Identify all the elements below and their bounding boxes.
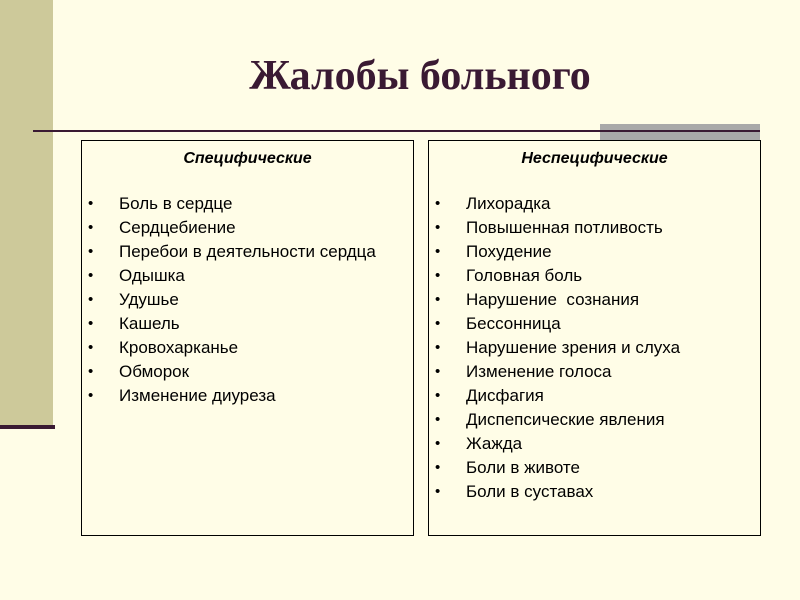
decorative-gray-block (600, 124, 760, 140)
list-item: • Лихорадка (429, 194, 760, 213)
list-item: • Кашель (82, 314, 413, 333)
list-item: • Боли в животе (429, 458, 760, 477)
nonspecific-complaints-header: Неспецифические (521, 150, 668, 167)
slide-title: Жалобы больного (249, 53, 591, 99)
list-item: • Удушье (82, 290, 413, 309)
specific-complaints-header: Специфические (183, 150, 312, 167)
list-item: • Дисфагия (429, 386, 760, 405)
nonspecific-complaints-box (428, 140, 761, 536)
list-item: • Головная боль (429, 266, 760, 285)
list-item: • Диспепсические явления (429, 410, 760, 429)
list-item: • Изменение голоса (429, 362, 760, 381)
list-item: • Обморок (82, 362, 413, 381)
specific-complaints-box (81, 140, 414, 536)
list-item: • Боль в сердце (82, 194, 413, 213)
list-item: • Сердцебиение (82, 218, 413, 237)
list-item: • Похудение (429, 242, 760, 261)
list-item: • Боли в суставах (429, 482, 760, 501)
nonspecific-complaints-list (429, 194, 760, 501)
list-item: • Жажда (429, 434, 760, 453)
list-item: • Нарушение сознания (429, 290, 760, 309)
list-item: • Одышка (82, 266, 413, 285)
decorative-side-bar-underline (0, 425, 55, 429)
list-item: • Бессонница (429, 314, 760, 333)
specific-complaints-list (82, 194, 413, 405)
list-item: • Изменение диуреза (82, 386, 413, 405)
list-item: • Кровохарканье (82, 338, 413, 357)
title-divider (33, 130, 760, 132)
list-item: • Повышенная потливость (429, 218, 760, 237)
list-item: • Нарушение зрения и слуха (429, 338, 760, 357)
list-item: • Перебои в деятельности сердца (82, 242, 413, 261)
